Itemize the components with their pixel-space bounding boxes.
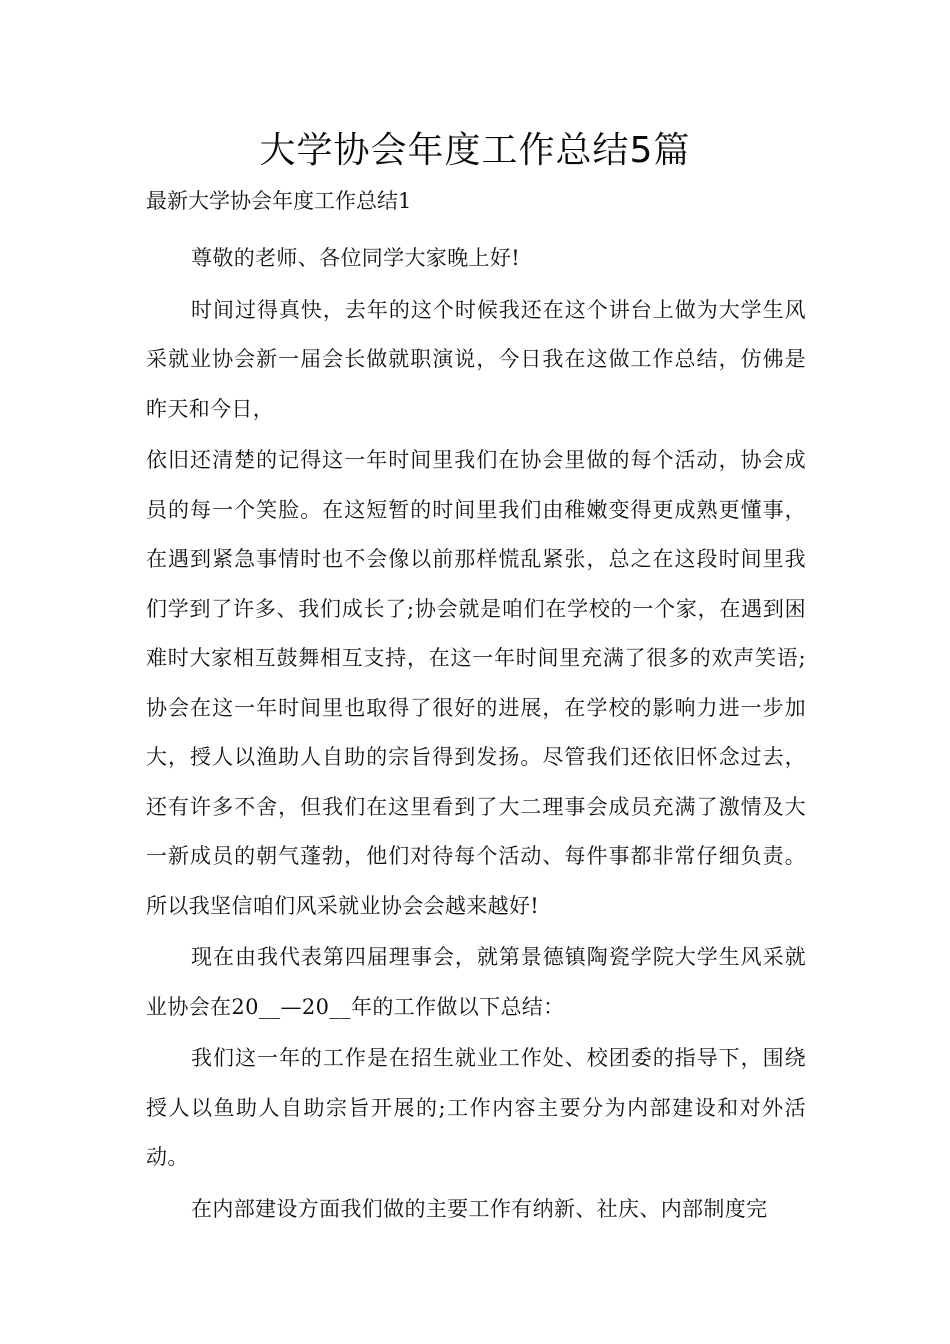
document-title: 大学协会年度工作总结5篇 (259, 130, 691, 171)
section-heading: 最新大学协会年度工作总结1 (146, 189, 412, 213)
document-body (146, 234, 806, 1236)
paragraph-greeting: 尊敬的老师、各位同学大家晚上好! (191, 246, 521, 270)
paragraph-memories: 依旧还清楚的记得这一年时间里我们在协会里做的每个活动，协会成员的每一个笑脸。在这短暂的时间里我们由稚嫩变得更成熟更懂事，在遇到紧急事情时也不会像以前那样慌乱紧张，总之在这段时间里我们学到了许多、我们成长了;协会就是咱们在学校的一个家，在遇到困难时大家相互鼓舞相互支持，在这一年时间里充满了很多的欢声笑语;协会在这一年时间里也取得了很好的进展，在学校的影响力进一步加大，授人以渔助人自助的宗旨得到发扬。尽管我们还依旧怀念过去，还有许多不舍，但我们在这里看到了大二理事会成员充满了激情及大一新成员的朝气蓬勃，他们对待每个活动、每件事都非常仔细负责。所以我坚信咱们风采就业协会会越来越好! (146, 448, 806, 918)
paragraph-work-scope: 我们这一年的工作是在招生就业工作处、校团委的指导下，围绕授人以鱼助人自助宗旨开展的;工作内容主要分为内部建设和对外活动。 (146, 1046, 806, 1169)
paragraph-intro: 时间过得真快，去年的这个时候我还在这个讲台上做为大学生风采就业协会新一届会长做就职演说，今日我在这做工作总结，仿佛是昨天和今日， (146, 297, 806, 421)
paragraph-summary-intro: 现在由我代表第四届理事会，就第景德镇陶瓷学院大学生风采就业协会在20__—20__年的工作做以下总结： (146, 945, 806, 1019)
paragraph-internal-building: 在内部建设方面我们做的主要工作有纳新、社庆、内部制度完 (191, 1196, 768, 1221)
